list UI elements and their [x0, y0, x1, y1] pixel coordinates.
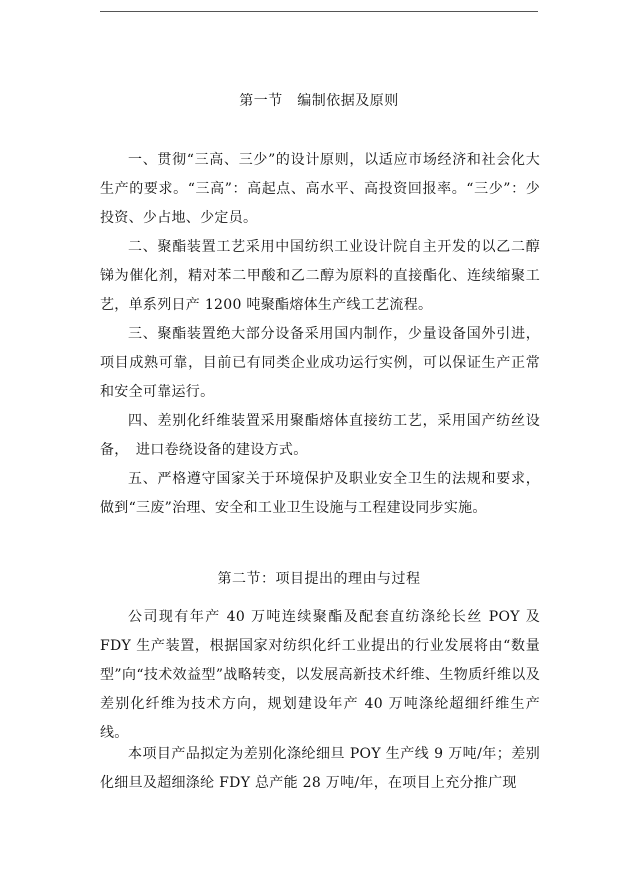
header-rule	[100, 11, 538, 12]
section-1-paragraph-3: 三、聚酯装置绝大部分设备采用国内制作，少量设备国外引进，项目成熟可靠，目前已有同类企业成功运行实例，可以保证生产正常和安全可靠运行。	[100, 326, 540, 400]
section-2-paragraph-2: 本项目产品拟定为差别化涤纶细旦 POY 生产线 9 万吨/年；差别化细旦及超细涤纶 FDY 总产能 28 万吨/年，在项目上充分推广现	[100, 746, 540, 791]
section-1-paragraph-4: 四、差别化纤维装置采用聚酯熔体直接纺工艺，采用国产纺丝设备， 进口卷绕设备的建设方式。	[100, 413, 540, 458]
section-1-heading: 第一节 编制依据及原则	[239, 93, 399, 109]
section-1-paragraph-1: 一、贯彻“三高、三少”的设计原则，以适应市场经济和社会化大生产的要求。“三高”：高起点、高水平、高投资回报率。“三少”：少投资、少占地、少定员。	[100, 152, 540, 226]
section-2-heading: 第二节：项目提出的理由与过程	[217, 571, 421, 587]
section-1-paragraph-5: 五、严格遵守国家关于环境保护及职业安全卫生的法规和要求，做到“三废”治理、安全和工业卫生设施与工程建设同步实施。	[100, 471, 540, 516]
section-1-paragraph-2: 二、聚酯装置工艺采用中国纺织工业设计院自主开发的以乙二醇锑为催化剂，精对苯二甲酸和乙二醇为原料的直接酯化、连续缩聚工艺，单系列日产 1200 吨聚酯熔体生产线工艺流程。	[100, 239, 540, 313]
section-2-paragraph-1: 公司现有年产 40 万吨连续聚酯及配套直纺涤纶长丝 POY 及 FDY 生产装置，根据国家对纺织化纤工业提出的行业发展将由“数量型”向“技术效益型”战略转变，以发展高新技术纤维、生物质纤维以及差别化纤维为技术方向，规划建设年产 40 万吨涤纶超细纤维生产线。	[100, 609, 540, 741]
